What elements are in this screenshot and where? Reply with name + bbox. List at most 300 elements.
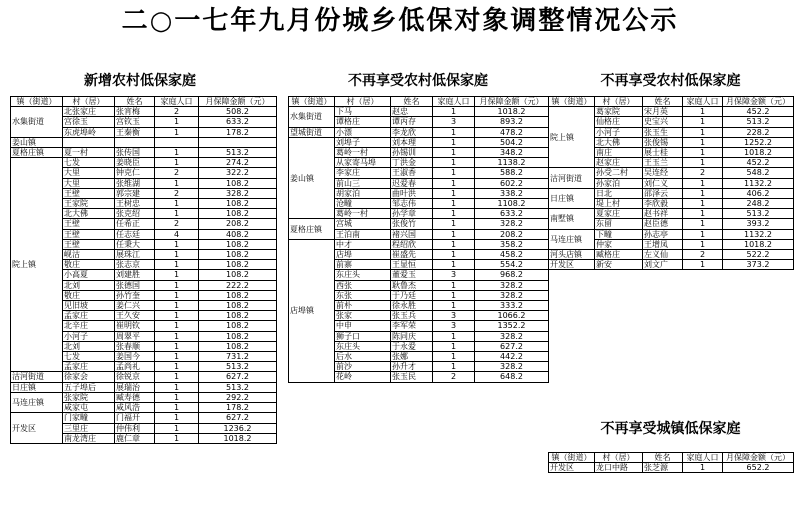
town-cell: 日庄镇 bbox=[11, 382, 63, 392]
table-header-row bbox=[11, 97, 277, 107]
name-cell: 张克绍 bbox=[115, 209, 155, 219]
household-cell: 1 bbox=[683, 209, 723, 219]
name-cell: 张德国 bbox=[115, 280, 155, 290]
village-cell: 葛家院 bbox=[595, 107, 643, 117]
amount-cell: 208.2 bbox=[199, 219, 277, 229]
amount-cell: 627.2 bbox=[199, 413, 277, 423]
amount-cell: 328.2 bbox=[475, 290, 549, 300]
name-cell: 孙竹奎 bbox=[115, 290, 155, 300]
village-cell: 张家院 bbox=[63, 392, 115, 402]
column-header: 镇（街道） bbox=[549, 97, 595, 107]
village-cell: 东虎埠岭 bbox=[63, 127, 115, 137]
table-row bbox=[289, 239, 549, 249]
town-cell: 开发区 bbox=[549, 260, 595, 270]
amount-cell: 333.2 bbox=[475, 301, 549, 311]
amount-cell: 452.2 bbox=[723, 107, 794, 117]
household-cell: 1 bbox=[433, 148, 475, 158]
name-cell: 邹志伟 bbox=[391, 199, 433, 209]
village-cell: 沧疃 bbox=[335, 199, 391, 209]
name-cell: 张芝源 bbox=[643, 463, 683, 473]
column-header: 姓名 bbox=[115, 97, 155, 107]
village-cell: 夏家庄 bbox=[595, 209, 643, 219]
village-cell: 东留 bbox=[595, 219, 643, 229]
column-header: 月保障金额（元） bbox=[199, 97, 277, 107]
name-cell: 孟尚礼 bbox=[115, 362, 155, 372]
amount-cell: 548.2 bbox=[723, 168, 794, 178]
household-cell: 3 bbox=[433, 117, 475, 127]
name-cell: 鹿仁章 bbox=[115, 433, 155, 443]
section-title: 不再享受农村低保家庭 bbox=[348, 73, 488, 89]
household-cell: 1 bbox=[433, 107, 475, 117]
amount-cell bbox=[199, 137, 277, 147]
amount-cell: 513.2 bbox=[199, 362, 277, 372]
household-cell: 1 bbox=[683, 178, 723, 188]
household-cell: 1 bbox=[155, 311, 199, 321]
amount-cell: 108.2 bbox=[199, 199, 277, 209]
village-cell: 孙受二村 bbox=[595, 168, 643, 178]
amount-cell: 1352.2 bbox=[475, 321, 549, 331]
amount-cell: 1018.2 bbox=[723, 148, 794, 158]
town-cell: 沽河街道 bbox=[11, 372, 63, 382]
amount-cell: 108.2 bbox=[199, 321, 277, 331]
village-cell: 南龙湾庄 bbox=[63, 433, 115, 443]
page-title: 二○一七年九月份城乡低保对象调整情况公示 bbox=[121, 6, 679, 36]
column-header: 家庭人口 bbox=[683, 453, 723, 463]
village-cell: 三里庄 bbox=[63, 423, 115, 433]
name-cell: 谭丙存 bbox=[391, 117, 433, 127]
household-cell: 1 bbox=[683, 199, 723, 209]
table-row bbox=[289, 107, 549, 117]
village-cell: 前寨 bbox=[335, 260, 391, 270]
amount-cell: 328.2 bbox=[475, 331, 549, 341]
village-cell: 北刘 bbox=[63, 341, 115, 351]
name-cell: 任志廷 bbox=[115, 229, 155, 239]
amount-cell: 274.2 bbox=[199, 158, 277, 168]
village-cell: 中才 bbox=[335, 239, 391, 249]
household-cell: 1 bbox=[433, 280, 475, 290]
village-cell: 七发 bbox=[63, 352, 115, 362]
amount-cell: 358.2 bbox=[475, 239, 549, 249]
household-cell: 1 bbox=[155, 321, 199, 331]
name-cell: 张传国 bbox=[115, 148, 155, 158]
household-cell: 3 bbox=[433, 311, 475, 321]
household-cell: 2 bbox=[155, 219, 199, 229]
village-cell: 葛岭一村 bbox=[335, 209, 391, 219]
household-cell: 1 bbox=[433, 188, 475, 198]
amount-cell: 1252.2 bbox=[723, 137, 794, 147]
village-cell: 臧格庄 bbox=[595, 250, 643, 260]
town-cell: 日庄镇 bbox=[549, 188, 595, 208]
town-cell: 开发区 bbox=[549, 463, 595, 473]
name-cell: 褚兴国 bbox=[391, 229, 433, 239]
amount-cell: 442.2 bbox=[475, 352, 549, 362]
table-section-3 bbox=[548, 452, 794, 473]
name-cell: 任希正 bbox=[115, 219, 155, 229]
amount-cell: 338.2 bbox=[475, 188, 549, 198]
household-cell: 1 bbox=[433, 260, 475, 270]
household-cell: 1 bbox=[433, 341, 475, 351]
village-cell: 岘沽 bbox=[63, 250, 115, 260]
amount-cell: 513.2 bbox=[723, 117, 794, 127]
name-cell: 臧寿德 bbox=[115, 392, 155, 402]
household-cell: 1 bbox=[683, 148, 723, 158]
name-cell: 王玉兰 bbox=[643, 158, 683, 168]
column-header: 家庭人口 bbox=[155, 97, 199, 107]
household-cell: 1 bbox=[155, 158, 199, 168]
household-cell: 1 bbox=[433, 239, 475, 249]
table-row bbox=[11, 158, 277, 168]
name-cell: 刘仁义 bbox=[643, 178, 683, 188]
name-cell: 崔明钦 bbox=[115, 321, 155, 331]
village-cell: 夏一村 bbox=[63, 148, 115, 158]
household-cell bbox=[155, 137, 199, 147]
amount-cell: 108.2 bbox=[199, 311, 277, 321]
village-cell: 王壁 bbox=[63, 229, 115, 239]
village-cell: 北大佛 bbox=[595, 137, 643, 147]
village-cell: 敬庄 bbox=[63, 290, 115, 300]
table-row bbox=[549, 168, 794, 178]
table-header-row bbox=[549, 453, 794, 463]
section-title: 新增农村低保家庭 bbox=[84, 73, 196, 89]
village-cell: 七发 bbox=[63, 158, 115, 168]
village-cell: 仙格庄 bbox=[595, 117, 643, 127]
name-cell: 王树忠 bbox=[115, 199, 155, 209]
amount-cell: 968.2 bbox=[475, 270, 549, 280]
village-cell: 仲家 bbox=[595, 239, 643, 249]
name-cell: 张玉生 bbox=[643, 127, 683, 137]
amount-cell: 408.2 bbox=[199, 229, 277, 239]
name-cell: 王秦衡 bbox=[115, 127, 155, 137]
amount-cell: 328.2 bbox=[475, 219, 549, 229]
village-cell: 北刘 bbox=[63, 280, 115, 290]
table-row bbox=[549, 250, 794, 260]
table-row bbox=[11, 372, 277, 382]
household-cell: 1 bbox=[155, 423, 199, 433]
amount-cell: 627.2 bbox=[199, 372, 277, 382]
household-cell: 1 bbox=[155, 352, 199, 362]
town-cell: 开发区 bbox=[11, 413, 63, 444]
household-cell: 1 bbox=[155, 301, 199, 311]
village-cell: 王泊南 bbox=[335, 229, 391, 239]
amount-cell: 633.2 bbox=[475, 209, 549, 219]
amount-cell: 1132.2 bbox=[723, 178, 794, 188]
amount-cell: 1066.2 bbox=[475, 311, 549, 321]
name-cell: 耿鲁杰 bbox=[391, 280, 433, 290]
town-cell: 夏格庄镇 bbox=[11, 148, 63, 158]
amount-cell: 1138.2 bbox=[475, 158, 549, 168]
amount-cell: 393.2 bbox=[723, 219, 794, 229]
column-header: 镇（街道） bbox=[11, 97, 63, 107]
household-cell: 1 bbox=[433, 301, 475, 311]
name-cell: 徐锐京 bbox=[115, 372, 155, 382]
household-cell: 1 bbox=[155, 331, 199, 341]
village-cell: 堤上村 bbox=[595, 199, 643, 209]
town-cell: 望城街道 bbox=[289, 127, 335, 137]
amount-cell: 108.2 bbox=[199, 178, 277, 188]
household-cell: 1 bbox=[433, 178, 475, 188]
town-cell: 水集街道 bbox=[289, 107, 335, 127]
amount-cell: 108.2 bbox=[199, 290, 277, 300]
amount-cell: 602.2 bbox=[475, 178, 549, 188]
amount-cell: 1018.2 bbox=[723, 239, 794, 249]
household-cell: 1 bbox=[683, 239, 723, 249]
household-cell: 1 bbox=[683, 137, 723, 147]
amount-cell: 588.2 bbox=[475, 168, 549, 178]
column-header: 月保障金额（元） bbox=[723, 453, 794, 463]
village-cell: 刘埠子 bbox=[335, 137, 391, 147]
household-cell: 1 bbox=[155, 117, 199, 127]
village-cell: 张家 bbox=[335, 311, 391, 321]
household-cell: 1 bbox=[155, 413, 199, 423]
village-cell: 王壁 bbox=[63, 239, 115, 249]
household-cell: 1 bbox=[433, 168, 475, 178]
name-cell: 张志京 bbox=[115, 260, 155, 270]
town-cell: 水集街道 bbox=[11, 107, 63, 138]
name-cell: 董爱玉 bbox=[391, 270, 433, 280]
household-cell: 1 bbox=[155, 280, 199, 290]
amount-cell: 108.2 bbox=[199, 239, 277, 249]
name-cell: 张春顺 bbox=[115, 341, 155, 351]
village-cell: 北张家庄 bbox=[63, 107, 115, 117]
table-row bbox=[549, 260, 794, 270]
column-header: 镇（街道） bbox=[549, 453, 595, 463]
household-cell: 1 bbox=[683, 260, 723, 270]
village-cell: 谭格庄 bbox=[335, 117, 391, 127]
household-cell: 1 bbox=[433, 137, 475, 147]
name-cell: 张俊锡 bbox=[643, 137, 683, 147]
amount-cell: 1018.2 bbox=[475, 107, 549, 117]
table-row bbox=[549, 188, 794, 198]
village-cell: 孟家庄 bbox=[63, 362, 115, 372]
name-cell: 王淑香 bbox=[391, 168, 433, 178]
amount-cell: 513.2 bbox=[199, 382, 277, 392]
amount-cell: 328.2 bbox=[199, 188, 277, 198]
town-cell: 店埠镇 bbox=[289, 239, 335, 382]
name-cell: 姜仁兴 bbox=[115, 301, 155, 311]
name-cell: 宫钦玉 bbox=[115, 117, 155, 127]
household-cell: 1 bbox=[433, 352, 475, 362]
household-cell: 1 bbox=[155, 392, 199, 402]
name-cell: 张维湖 bbox=[115, 178, 155, 188]
name-cell: 刘文广 bbox=[643, 260, 683, 270]
household-cell: 1 bbox=[155, 178, 199, 188]
name-cell: 崔盛先 bbox=[391, 250, 433, 260]
household-cell: 2 bbox=[155, 107, 199, 117]
amount-cell: 108.2 bbox=[199, 209, 277, 219]
name-cell: 赵臣德 bbox=[643, 219, 683, 229]
village-cell: 后水 bbox=[335, 352, 391, 362]
village-cell: 大里 bbox=[63, 168, 115, 178]
amount-cell: 248.2 bbox=[723, 199, 794, 209]
household-cell: 1 bbox=[155, 372, 199, 382]
amount-cell: 652.2 bbox=[723, 463, 794, 473]
table-row bbox=[11, 107, 277, 117]
name-cell: 于永爱 bbox=[391, 341, 433, 351]
name-cell bbox=[115, 137, 155, 147]
household-cell: 2 bbox=[155, 188, 199, 198]
household-cell: 3 bbox=[433, 270, 475, 280]
village-cell: 从家寄马埠 bbox=[335, 158, 391, 168]
amount-cell: 373.2 bbox=[723, 260, 794, 270]
table-row bbox=[549, 463, 794, 473]
amount-cell: 1132.2 bbox=[723, 229, 794, 239]
village-cell: 徐家会 bbox=[63, 372, 115, 382]
name-cell: 赵忠 bbox=[391, 107, 433, 117]
village-cell: 前朴 bbox=[335, 301, 391, 311]
village-cell: 孟家庄 bbox=[63, 311, 115, 321]
village-cell: 前沙 bbox=[335, 362, 391, 372]
household-cell: 1 bbox=[155, 127, 199, 137]
name-cell: 迟爱春 bbox=[391, 178, 433, 188]
household-cell: 1 bbox=[683, 219, 723, 229]
section-title: 不再享受城镇低保家庭 bbox=[600, 421, 741, 437]
village-cell: 咸家屯 bbox=[63, 403, 115, 413]
section-title: 不再享受农村低保家庭 bbox=[600, 73, 741, 89]
name-cell: 咸风浩 bbox=[115, 403, 155, 413]
column-header: 月保障金额（元） bbox=[723, 97, 794, 107]
amount-cell: 108.2 bbox=[199, 270, 277, 280]
village-cell: 店埠 bbox=[335, 250, 391, 260]
name-cell: 王显恒 bbox=[391, 260, 433, 270]
household-cell: 1 bbox=[433, 290, 475, 300]
amount-cell: 554.2 bbox=[475, 260, 549, 270]
name-cell: 张玉民 bbox=[391, 372, 433, 382]
household-cell: 2 bbox=[155, 168, 199, 178]
household-cell: 1 bbox=[433, 219, 475, 229]
household-cell: 1 bbox=[155, 260, 199, 270]
column-header: 村（居） bbox=[335, 97, 391, 107]
amount-cell: 228.2 bbox=[723, 127, 794, 137]
household-cell: 2 bbox=[683, 168, 723, 178]
name-cell: 徐永胜 bbox=[391, 301, 433, 311]
town-cell: 姜山镇 bbox=[11, 137, 63, 147]
village-cell: 宫城 bbox=[335, 219, 391, 229]
village-cell: 中申 bbox=[335, 321, 391, 331]
name-cell: 张娜 bbox=[391, 352, 433, 362]
household-cell: 2 bbox=[683, 250, 723, 260]
name-cell: 孙锡训 bbox=[391, 148, 433, 158]
name-cell: 刘本理 bbox=[391, 137, 433, 147]
town-cell: 姜山镇 bbox=[289, 137, 335, 219]
village-cell: 王壁 bbox=[63, 188, 115, 198]
amount-cell: 322.2 bbox=[199, 168, 277, 178]
village-cell: 胡家泊 bbox=[335, 188, 391, 198]
table-row bbox=[11, 148, 277, 158]
table-section-0 bbox=[10, 96, 277, 444]
household-cell: 1 bbox=[155, 148, 199, 158]
name-cell: 任秉大 bbox=[115, 239, 155, 249]
amount-cell: 208.2 bbox=[475, 229, 549, 239]
amount-cell: 406.2 bbox=[723, 188, 794, 198]
amount-cell: 108.2 bbox=[199, 331, 277, 341]
column-header: 家庭人口 bbox=[433, 97, 475, 107]
name-cell: 姜国今 bbox=[115, 352, 155, 362]
household-cell: 1 bbox=[155, 403, 199, 413]
name-cell: 邵泽云 bbox=[643, 188, 683, 198]
table-row bbox=[549, 229, 794, 239]
amount-cell: 1236.2 bbox=[199, 423, 277, 433]
column-header: 月保障金额（元） bbox=[475, 97, 549, 107]
amount-cell: 178.2 bbox=[199, 127, 277, 137]
name-cell: 门福开 bbox=[115, 413, 155, 423]
household-cell: 1 bbox=[155, 199, 199, 209]
household-cell: 1 bbox=[433, 331, 475, 341]
household-cell: 1 bbox=[155, 382, 199, 392]
amount-cell: 648.2 bbox=[475, 372, 549, 382]
household-cell: 1 bbox=[433, 127, 475, 137]
name-cell: 仲伟利 bbox=[115, 423, 155, 433]
household-cell: 1 bbox=[155, 433, 199, 443]
village-cell: 葛岭一村 bbox=[335, 148, 391, 158]
name-cell: 赵书祥 bbox=[643, 209, 683, 219]
village-cell: 下马 bbox=[335, 107, 391, 117]
table-row bbox=[549, 107, 794, 117]
household-cell: 1 bbox=[155, 239, 199, 249]
amount-cell: 108.2 bbox=[199, 341, 277, 351]
household-cell: 1 bbox=[433, 209, 475, 219]
household-cell: 1 bbox=[433, 158, 475, 168]
village-cell: 东庄头 bbox=[335, 341, 391, 351]
household-cell: 1 bbox=[155, 250, 199, 260]
table-row bbox=[289, 219, 549, 229]
amount-cell: 178.2 bbox=[199, 403, 277, 413]
village-cell: 王壁 bbox=[63, 219, 115, 229]
table-row bbox=[289, 127, 549, 137]
town-cell: 南墅镇 bbox=[549, 209, 595, 229]
household-cell: 1 bbox=[683, 107, 723, 117]
household-cell: 1 bbox=[155, 290, 199, 300]
amount-cell: 478.2 bbox=[475, 127, 549, 137]
amount-cell: 633.2 bbox=[199, 117, 277, 127]
name-cell: 张玉兵 bbox=[391, 311, 433, 321]
village-cell: 小高夏 bbox=[63, 270, 115, 280]
village-cell: 龙口中路 bbox=[595, 463, 643, 473]
town-cell: 院上镇 bbox=[549, 107, 595, 168]
town-cell: 院上镇 bbox=[11, 158, 63, 372]
village-cell: 前山三 bbox=[335, 178, 391, 188]
household-cell: 1 bbox=[683, 127, 723, 137]
village-cell: 东张 bbox=[335, 290, 391, 300]
household-cell: 1 bbox=[155, 209, 199, 219]
amount-cell: 222.2 bbox=[199, 280, 277, 290]
household-cell: 2 bbox=[433, 372, 475, 382]
name-cell: 孙志亭 bbox=[643, 229, 683, 239]
household-cell: 1 bbox=[683, 117, 723, 127]
amount-cell: 458.2 bbox=[475, 250, 549, 260]
town-cell: 河头店镇 bbox=[549, 250, 595, 260]
village-cell: 敬庄 bbox=[63, 260, 115, 270]
name-cell: 孙升才 bbox=[391, 362, 433, 372]
column-header: 姓名 bbox=[643, 97, 683, 107]
household-cell: 1 bbox=[683, 229, 723, 239]
village-cell: 新安 bbox=[595, 260, 643, 270]
amount-cell: 1108.2 bbox=[475, 199, 549, 209]
household-cell: 1 bbox=[155, 362, 199, 372]
village-cell: 小河子 bbox=[63, 331, 115, 341]
column-header: 镇（街道） bbox=[289, 97, 335, 107]
village-cell: 门家疃 bbox=[63, 413, 115, 423]
column-header: 村（居） bbox=[595, 453, 643, 463]
name-cell: 展士桂 bbox=[643, 148, 683, 158]
village-cell: 花岭 bbox=[335, 372, 391, 382]
name-cell: 周翠平 bbox=[115, 331, 155, 341]
name-cell: 郭宗建 bbox=[115, 188, 155, 198]
household-cell: 4 bbox=[155, 229, 199, 239]
name-cell: 程绍欣 bbox=[391, 239, 433, 249]
amount-cell: 328.2 bbox=[475, 362, 549, 372]
name-cell: 刘建胜 bbox=[115, 270, 155, 280]
table-section-2 bbox=[548, 96, 794, 270]
